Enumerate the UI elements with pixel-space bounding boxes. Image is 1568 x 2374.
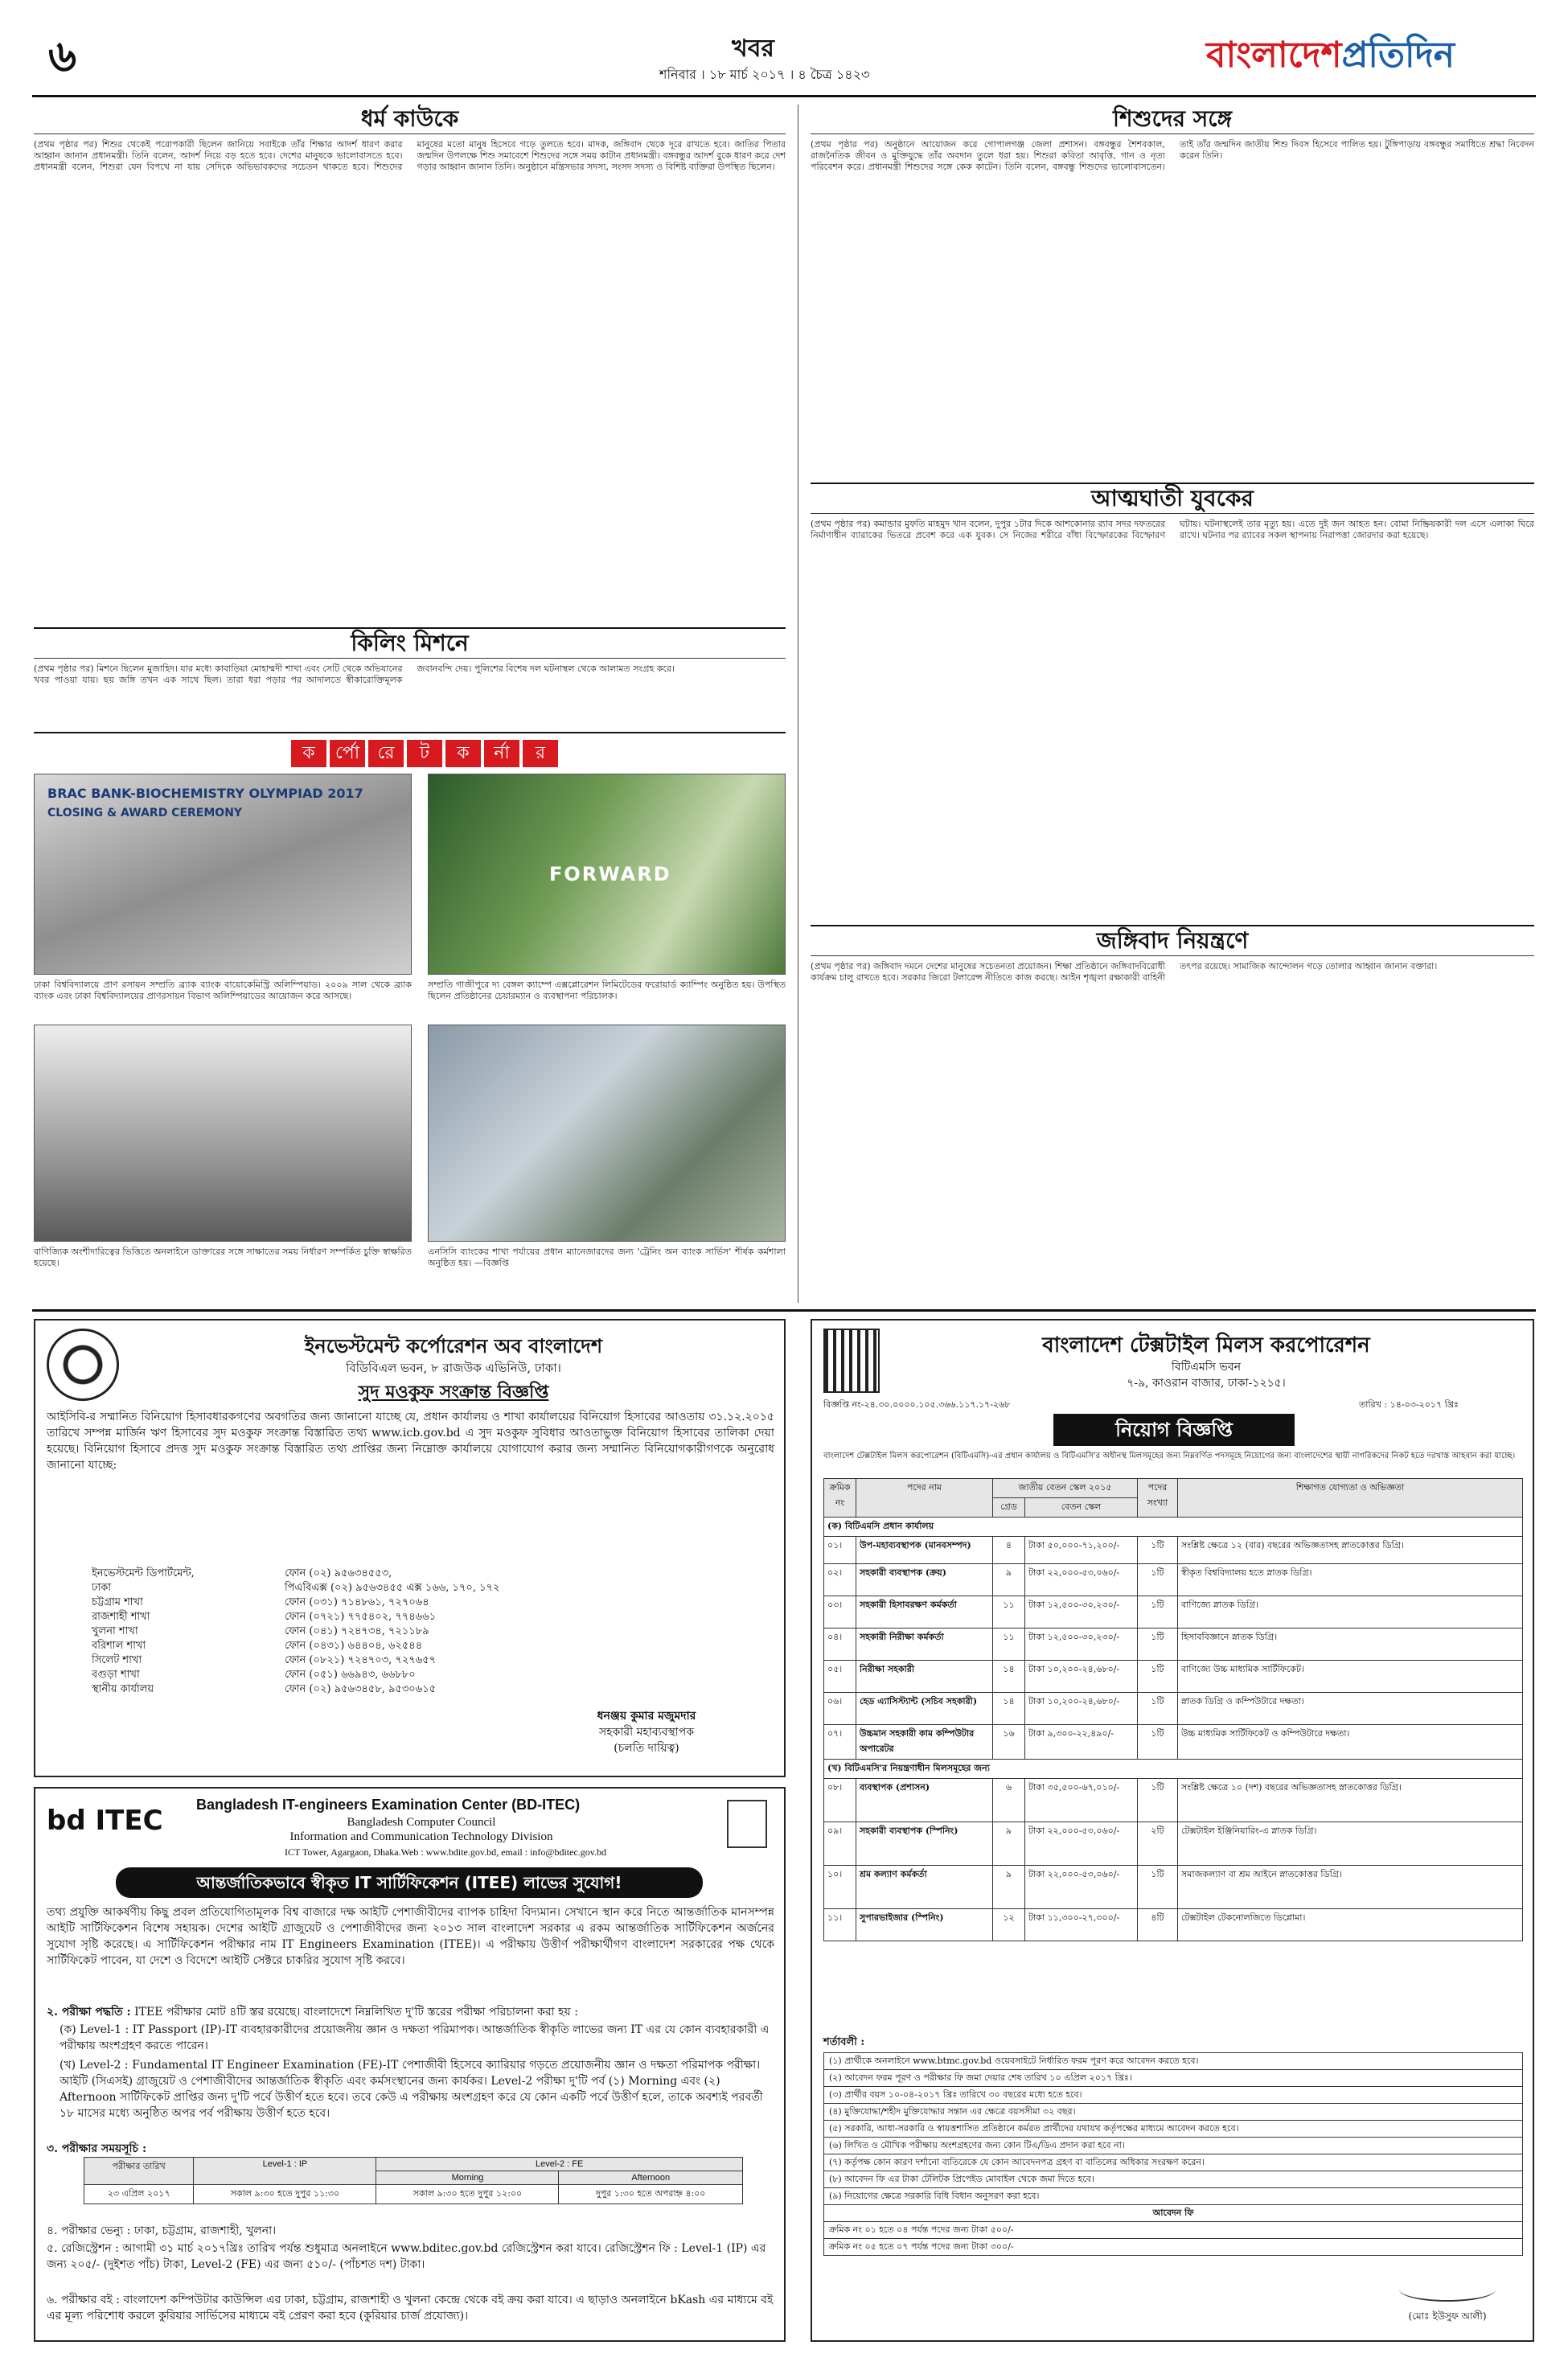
cell-grade: ১৬ — [993, 1725, 1025, 1760]
table-row — [824, 1629, 1523, 1661]
contact-phone: ফোন (০২) ৯৫৬৩৪৫৮, ৯৫৩০৬১৫ — [285, 1683, 437, 1695]
itec-logo: bd ITEC — [47, 1805, 163, 1837]
condition-item: (৩) প্রার্থীর বয়স ১০-০৪-২০১৭ খ্রিঃ তারিখে ৩০ বছরের মধ্যে হতে হবে। — [823, 2087, 1523, 2104]
th-scale-value: বেতন স্কেল — [1025, 1498, 1138, 1518]
itec-item3: ৩. পরীক্ষার সময়সূচি : — [47, 2142, 147, 2155]
caption-olympiad: ঢাকা বিশ্ববিদ্যালয়ে প্রাণ রসায়ন সম্প্রতি ব্র্যাক ব্যাংক বায়োকেমিস্ট্রি অলিম্পিয়াড। ২০০৯ সাল থেকে ব্র্যাক ব্যাংক এবং ঢাকা বিশ্ববিদ্যালয়ের প্রাণরসায়ন বিভাগ অলিম্পিয়াডের আয়োজন করে আসছে। — [34, 980, 412, 1001]
col-afternoon: Afternoon — [559, 2171, 743, 2185]
cell-post: ব্যবস্থাপক (প্রশাসন) — [856, 1779, 993, 1822]
banner-letter: ক — [291, 740, 326, 767]
btmc-date: তারিখ : ১৪-০৩-২০১৭ খ্রিঃ — [1359, 1399, 1459, 1410]
body-jongi: (প্রথম পৃষ্ঠার পর) জঙ্গিবাদ দমনে দেশের মানুষের সচেতনতা প্রয়োজন। শিক্ষা প্রতিষ্ঠানে জঙ্গিবাদবিরোধী কার্যক্রম চালু রাখতে হবে। সরকার জিরো টলারেন্স নীতিতে কাজ করছে। আইন শৃঙ্খলা রক্ষাকারী বাহিনী তৎপর রয়েছে। সামাজিক আন্দোলন গড়ে তোলার আহ্বান জানান বক্তারা। — [811, 961, 1438, 983]
contact-phone: ফোন (০৪৩১) ৬৪৪০৪, ৬২৫৪৪ — [285, 1640, 423, 1652]
section-a: (ক) বিটিএমসি প্রধান কার্যালয় — [824, 1518, 1523, 1537]
cell-no: ০২। — [824, 1564, 856, 1596]
contact-office: রাজশাহী শাখা — [92, 1611, 150, 1623]
cell-no: ০৮। — [824, 1779, 856, 1822]
cell-post: শ্রম কল্যাণ কর্মকর্তা — [856, 1866, 993, 1909]
condition-item: (৬) লিখিত ও মৌখিক পরীক্ষায় অংশগ্রহণের জন্য কোন টিএ/ডিএ প্রদান করা হবে না। — [823, 2138, 1523, 2154]
cell-qual: সংশ্লিষ্ট ক্ষেত্রে ১২ (বার) বছরের অভিজ্ঞতাসহ স্নাতকোত্তর ডিগ্রি। — [1178, 1537, 1523, 1564]
cell-grade: ১১ — [993, 1629, 1025, 1661]
cell-qual: বাণিজ্যে স্নাতক ডিগ্রি। — [1178, 1596, 1523, 1629]
contact-phone: ফোন (০২) ৯৫৬৩৪৫৫৩, — [285, 1567, 392, 1579]
table-row — [824, 1693, 1523, 1725]
contact-office: খুলনা শাখা — [92, 1625, 138, 1637]
contact-office: ইনভেস্টমেন্ট ডিপার্টমেন্ট, — [92, 1567, 195, 1579]
contact-phone: ফোন (০৫১) ৬৬৯৪৩, ৬৬৮৮০ — [285, 1669, 416, 1681]
caption-training: এনসিসি ব্যাংকের শাখা পর্যায়ের প্রধান ম্যানেজারদের জন্য 'ট্রেনিং অন ব্যাংক সার্ভিস' শীর্ষক কর্মশালা অনুষ্ঠিত হয়। —বিজ্ঞপ্তি — [428, 1247, 786, 1268]
condition-item: (২) আবেদন ফরম পূরণ ও পরীক্ষার ফি জমা দেয়ার শেষ তারিখ ১০ এপ্রিল ২০১৭ খ্রিঃ। — [823, 2070, 1523, 2087]
btmc-conditions — [823, 2036, 1523, 2256]
schedule-morning: সকাল ৯:৩০ হতে দুপুর ১২:০০ — [376, 2185, 559, 2204]
cell-no: ০৪। — [824, 1629, 856, 1661]
condition-item: (১) প্রার্থীকে অনলাইনে www.btmc.gov.bd ওয়েবসাইটে নির্ধারিত ফরম পূরণ করে আবেদন করতে হবে। — [823, 2052, 1523, 2070]
article-kiling — [34, 627, 786, 724]
cell-grade: ১৪ — [993, 1693, 1025, 1725]
condition-item: (৯) নিয়োগের ক্ষেত্রে সরকারি বিধি বিধান অনুসরণ করা হবে। — [823, 2188, 1523, 2205]
itec-item6: ৬. পরীক্ষার বই : বাংলাদেশ কম্পিউটার কাউন্সিল এর ঢাকা, চট্টগ্রাম, রাজশাহী ও খুলনা কেন্দ্রে থেকে বই ক্রয় করা যাবে। এ ছাড়াও অনলাইনে bKash এর মাধ্যমে বই এর মূল্য পরিশোধ করলে কুরিয়ার সার্ভিসের মাধ্যমে বই প্রেরণ করা হবে (কুরিয়ার চার্জ প্রযোজ্য)। — [47, 2294, 774, 2323]
contact-office: চট্টগ্রাম শাখা — [92, 1596, 143, 1608]
contact-office: ঢাকা — [92, 1582, 111, 1594]
headline-jongi: জঙ্গিবাদ নিয়ন্ত্রণে — [811, 925, 1534, 956]
condition-item: (৪) মুক্তিযোদ্ধা/শহীদ মুক্তিযোদ্ধার সন্তান এর ক্ষেত্রে বয়সসীমা ৩২ বছর। — [823, 2104, 1523, 2121]
masthead-rule — [32, 95, 1536, 97]
icb-body: আইসিবি-র সম্মানিত বিনিয়োগ হিসাবধারকগণের অবগতির জন্য জানানো যাচ্ছে যে, প্রধান কার্যালয় ও শাখা কার্যালয়ের বিনিয়োগ হিসাবের আওতায় ৩১.১২.২০১৫ তারিখে সম্পন্ন মার্জিন ঋণ হিসাবের সুদ মওকুফ সংক্রান্ত বিস্তারিত তথ্য www.icb.gov.bd এ সুদ মওকুফ সুবিধার আওতাভুক্ত বিনিয়োগ হিসাবের তালিকা দেয়া হয়েছে। বিনিয়োগ হিসাবে প্রদত্ত সুদ মওকুফ সংক্রান্ত বিস্তারিত তথ্য প্রাপ্তির জন্য নিম্নোক্ত কার্যালয়ে যোগাযোগ করার জন্য সম্মানিত বিনিয়োগকারীগণকে অনুরোধ জানানো যাচ্ছে: — [47, 1411, 774, 1472]
cell-grade: ৯ — [993, 1564, 1025, 1596]
itec-address: ICT Tower, Agargaon, Dhaka.Web : www.bdite.gov.bd, email : info@bditec.gov.bd — [284, 1846, 607, 1858]
photo-forward — [428, 774, 786, 975]
itec-icon — [727, 1800, 767, 1848]
cell-qual: টেক্সটাইল ইঞ্জিনিয়ারিং-এ স্নাতক ডিগ্রি। — [1178, 1822, 1523, 1866]
corporate-corner — [34, 732, 786, 1295]
cell-count: ১টি — [1138, 1564, 1178, 1596]
cell-qual: হিসাববিজ্ঞানে স্নাতক ডিগ্রি। — [1178, 1629, 1523, 1661]
cell-grade: ৯ — [993, 1866, 1025, 1909]
btmc-memo: বিজ্ঞপ্তি নং-২৪.৩০.০০০০.১০৫.৩৬৬.১১৭.১৭-২৬৮ — [823, 1399, 1011, 1410]
cell-qual: উচ্চ মাধ্যমিক সার্টিফিকেট ও কম্পিউটারে দক্ষতা। — [1178, 1725, 1523, 1760]
body-shishu: (প্রথম পৃষ্ঠার পর) অনুষ্ঠানে আয়োজন করে গোপালগঞ্জ জেলা প্রশাসন। বঙ্গবন্ধুর শৈশবকাল, রাজনৈতিক জীবন ও মুক্তিযুদ্ধে তাঁর অবদান তুলে ধরা হয়। শিশুরা কবিতা আবৃত্তি, গান ও নৃত্য পরিবেশন করে। প্রধানমন্ত্রী শিশুদের সঙ্গে কেক কাটেন। তিনি বলেন, বঙ্গবন্ধু শিশুদের ভালোবাসতেন। তাই তাঁর জন্মদিন জাতীয় শিশু দিবস হিসেবে পালিত হয়। টুঙ্গিপাড়ায় বঙ্গবন্ধুর সমাধিতে শ্রদ্ধা নিবেদন করেন তিনি। — [811, 139, 1534, 172]
btmc-address: ৭-৯, কাওরান বাজার, ঢাকা-১২১৫। — [1127, 1377, 1286, 1390]
cell-count: ১টি — [1138, 1596, 1178, 1629]
cell-grade: ১১ — [993, 1596, 1025, 1629]
cell-no: ০১। — [824, 1537, 856, 1564]
cell-no: ০৯। — [824, 1822, 856, 1866]
btmc-signature-mark — [1399, 2277, 1496, 2302]
cell-count: ১টি — [1138, 1537, 1178, 1564]
table-row — [824, 1822, 1523, 1866]
condition-item: (৭) কর্তৃপক্ষ কোন কারণ দর্শানো ব্যতিরেকে যে কোন আবেদনপত্র গ্রহণ বা বাতিলের অধিকার সংরক্ষণ করেন। — [823, 2154, 1523, 2171]
signatory-note: (চলতি দায়িত্ব) — [614, 1742, 679, 1755]
th-no: ক্রমিক নং — [824, 1479, 856, 1518]
page-number: ৬ — [48, 31, 77, 81]
cell-no: ০৬। — [824, 1693, 856, 1725]
icb-signature — [518, 1708, 775, 1756]
condition-item: (৫) সরকারি, আধা-সরকারি ও স্বায়ত্তশাসিত প্রতিষ্ঠানে কর্মরত প্রার্থীদের যথাযথ কর্তৃপক্ষের মাধ্যমে আবেদন করতে হবে। — [823, 2121, 1523, 2138]
photo-training — [428, 1025, 786, 1242]
paper-name-part2: প্রতিদিন — [1341, 35, 1455, 76]
conditions-title: শর্তাবলী : — [823, 2036, 865, 2048]
btmc-ad — [811, 1319, 1534, 2342]
cell-count: ১টি — [1138, 1661, 1178, 1693]
itec-item5: ৫. রেজিস্ট্রেশন : আগামী ৩১ মার্চ ২০১৭খ্রিঃ তারিখ পর্যন্ত শুধুমাত্র অনলাইনে www.bditec.gov.bd রেজিস্ট্রেশন করা যাবে। রেজিস্ট্রেশন ফি : Level-1 (IP) এর জন্য ২০৫/- (দুইশত পাঁচ) টাকা, Level-2 (FE) এর জন্য ৫১০/- (পাঁচশত দশ) টাকা। — [47, 2242, 766, 2271]
table-row — [824, 1725, 1523, 1760]
contact-phone: পিএবিএক্স (০২) ৯৫৬৩৪৫৫ এক্স ১৬৬, ১৭০, ১৭২ — [285, 1582, 500, 1594]
cell-post: সহকারী হিসাবরক্ষণ কর্মকর্তা — [856, 1596, 993, 1629]
btmc-logo — [823, 1329, 880, 1393]
cell-scale: টাকা ১০,২০০-২৪,৬৮০/- — [1025, 1693, 1138, 1725]
photo-olympiad-sub: CLOSING & AWARD CEREMONY — [47, 807, 243, 819]
table-row — [824, 1779, 1523, 1822]
btmc-table — [823, 1478, 1523, 1941]
col-level1: Level-1 : IP — [194, 2158, 376, 2185]
banner-letter: ট — [407, 740, 442, 767]
contact-phone: ফোন (০৩১) ৭১৪৮৬১, ৭২৭০৬৪ — [285, 1596, 429, 1608]
cell-post: সহকারী নিরীক্ষা কর্মকর্তা — [856, 1629, 993, 1661]
cell-count: ১টি — [1138, 1693, 1178, 1725]
table-row — [824, 1537, 1523, 1564]
schedule-date: ২৩ এপ্রিল ২০১৭ — [84, 2185, 194, 2204]
banner-letter: র্পো — [330, 740, 365, 767]
headline-shishu: শিশুদের সঙ্গে — [811, 105, 1534, 134]
itec-schedule-table — [84, 2157, 743, 2204]
headline-kiling: কিলিং মিশনে — [34, 627, 786, 659]
btmc-title: বাংলাদেশ টেক্সটাইল মিলস করপোরেশন — [1042, 1333, 1370, 1357]
cell-qual: টেক্সটাইল টেকনোলজিতে ডিপ্লোমা। — [1178, 1909, 1523, 1941]
itec-level2: (খ) Level-2 : Fundamental IT Engineer Examination (FE)-IT পেশাজীবী হিসেবে ক্যারিয়ার গড়তে প্রয়োজনীয় জ্ঞান ও দক্ষতা পরিমাপক পরীক্ষা। আইটি (সিএসই) গ্রাজুয়েট ও পেশাজীবীদের আন্তর্জাতিক স্বীকৃতি এবং কর্মসংস্থানের জন্য কার্যকর। Level-2 পরীক্ষা দু'টি পর্ব (১) Morning এবং (২) Afternoon সার্টিফিকেট প্রাপ্তির জন্য দু'টি পর্বে উত্তীর্ণ হতে হবে। তবে কেউ এ পরীক্ষায় অংশগ্রহণ করে যে কোন একটি পর্বে উত্তীর্ণ হলে, তাকে অবশ্যই পরবর্তী ১৮ মাসের মধ্যে অনুষ্ঠিত অপর পর্ব পরীক্ষায় উত্তীর্ণ হতে হবে। — [60, 2059, 763, 2120]
table-row — [824, 1564, 1523, 1596]
table-row — [824, 1596, 1523, 1629]
fee-header: আবেদন ফি — [823, 2205, 1523, 2222]
banner-letter: রে — [368, 740, 404, 767]
photo-signing — [34, 1025, 412, 1242]
body-dharma: (প্রথম পৃষ্ঠার পর) শিশুর থেকেই পরোপকারী ছিলেন জানিয়ে সবাইকে তাঁর শিক্ষার আদর্শ ধারণ করার আহ্বান জানান প্রধানমন্ত্রী। তিনি বলেন, আদর্শ নিয়ে বড় হতে হবে। দেশের মানুষকে ভালোবাসতে হবে। প্রধানমন্ত্রী বলেন, শিশুরা যেন বিপথে না যায় সেদিকে অভিভাবকদের সচেতন থাকতে হবে। শিশুদের মানুষের মতো মানুষ হিসেবে গড়ে তুলতে হবে। মাদক, জঙ্গিবাদ থেকে দূরে রাখতে হবে। জাতির পিতার জন্মদিন উপলক্ষে শিশু সমাবেশে শিশুদের সঙ্গে সময় কাটান প্রধানমন্ত্রী। বঙ্গবন্ধুর আদর্শ বুকে ধারণ করে দেশ গড়ার আহ্বান জানান তিনি। অনুষ্ঠানে মন্ত্রিসভার সদস্য, সংসদ সদস্য ও বিশিষ্ট ব্যক্তিরা উপস্থিত ছিলেন। — [34, 139, 786, 172]
article-jongi — [811, 925, 1534, 1303]
th-post: পদের নাম — [856, 1479, 993, 1518]
contact-phone: ফোন (০৪১) ৭২৪৭৩৪, ৭২১১৮৯ — [285, 1625, 429, 1637]
col-morning: Morning — [376, 2171, 559, 2185]
col-date: পরীক্ষার তারিখ — [84, 2158, 194, 2185]
cell-scale: টাকা ২২,০০০-৫৩,০৬০/- — [1025, 1866, 1138, 1909]
itec-item2 — [47, 2004, 774, 2020]
contact-office: সিলেট শাখা — [92, 1654, 142, 1666]
icb-contacts — [92, 1567, 671, 1697]
cell-qual: সংশ্লিষ্ট ক্ষেত্রে ১০ (দশ) বছরের অভিজ্ঞতাসহ স্নাতকোত্তর ডিগ্রি। — [1178, 1779, 1523, 1822]
contact-row — [92, 1610, 671, 1624]
paper-name-part1: বাংলাদেশ — [1206, 35, 1342, 76]
table-row — [824, 1866, 1523, 1909]
cell-scale: টাকা ২২,০০০-৫৩,০৬০/- — [1025, 1822, 1138, 1866]
item2-text: ITEE পরীক্ষার মোট ৪টি স্তর রয়েছে। বাংলাদেশে নিম্নলিখিত দু'টি স্তরের পরীক্ষা পরিচালনা করা হয় : — [134, 2006, 578, 2019]
signatory-name: ধনঞ্জয় কুমার মজুমদার — [597, 1710, 696, 1723]
contact-row — [92, 1639, 671, 1653]
icb-logo — [47, 1329, 119, 1401]
ads-rule — [32, 1309, 1536, 1312]
headline-dharma: ধর্ম কাউকে — [34, 105, 786, 134]
banner-letter: র্না — [484, 740, 519, 767]
contact-row — [92, 1668, 671, 1682]
btmc-intro: বাংলাদেশ টেক্সটাইল মিলস করপোরেশন (বিটিএমসি)-এর প্রধান কার্যালয় ও বিটিএমসি'র অধীনস্থ মিলসমূহের জন্য নিম্নবর্ণিত পদসমূহে নিয়োগের জন্য বাংলাদেশের স্থায়ী নাগরিকদের নিকট হতে দরখাস্ত আহবান করা যাচ্ছে। — [823, 1452, 1516, 1460]
signatory-title: সহকারী মহাব্যবস্থাপক — [598, 1726, 695, 1739]
cell-scale: টাকা ২২,০০০-৫৩,০৬০/- — [1025, 1564, 1138, 1596]
icb-address: বিডিবিএল ভবন, ৮ রাজউক এভিনিউ, ঢাকা। — [346, 1361, 561, 1375]
table-row — [824, 1909, 1523, 1941]
cell-post: সহকারী ব্যবস্থাপক (ক্রয়) — [856, 1564, 993, 1596]
cell-count: ১টি — [1138, 1779, 1178, 1822]
itec-sub2: Information and Communication Technology Division — [289, 1830, 553, 1843]
itec-level1: (ক) Level-1 : IT Passport (IP)-IT ব্যবহারকারীদের প্রয়োজনীয় জ্ঞান ও দক্ষতা পরিমাপক। আন্তর্জাতিক স্বীকৃতি লাভের জন্য IT এর যে কোন ব্যবহারকারী এ পরীক্ষায় অংশগ্রহণ করতে পারেন। — [60, 2023, 770, 2052]
cell-grade: ১২ — [993, 1909, 1025, 1941]
itec-title: Bangladesh IT-engineers Examination Center (BD-ITEC) — [196, 1797, 581, 1813]
article-dharma — [34, 105, 786, 619]
cell-no: ০৩। — [824, 1596, 856, 1629]
cell-scale: টাকা ৯,৩০০-২২,৪৯০/- — [1025, 1725, 1138, 1760]
itec-item4: ৪. পরীক্ষার ভেন্যু : ঢাকা, চট্টগ্রাম, রাজশাহী, খুলনা। — [47, 2224, 277, 2237]
icb-title: ইনভেস্টমেন্ট কর্পোরেশন অব বাংলাদেশ — [304, 1335, 603, 1357]
cell-post: নিরীক্ষা সহকারী — [856, 1661, 993, 1693]
contact-row — [92, 1653, 671, 1668]
contact-phone: ফোন (০৮২১) ৭২৪৭০৩, ৭২৭৬৫৭ — [285, 1654, 437, 1666]
article-atmaghati — [811, 483, 1534, 917]
cell-no: ১১। — [824, 1909, 856, 1941]
contact-office: বগুড়া শাখা — [92, 1669, 140, 1681]
contact-row — [92, 1624, 671, 1639]
banner-letter: ক — [445, 740, 481, 767]
contact-office: স্থানীয় কার্যালয় — [92, 1683, 154, 1695]
cell-grade: ৪ — [993, 1537, 1025, 1564]
cell-grade: ৯ — [993, 1822, 1025, 1866]
section-b: (খ) বিটিএমসি'র নিয়ন্ত্রণাধীন মিলসমূহের জন্য — [824, 1760, 1523, 1779]
itec-ad — [34, 1787, 786, 2342]
body-atmaghati: (প্রথম পৃষ্ঠার পর) কমান্ডার মুফতি মাহমুদ খান বলেন, দুপুর ১টার দিকে আশকোনার র‌্যাব সদর দফতরের নির্মাণাধীন ব্যারাকের ভিতরে প্রবেশ করে এক যুবক। সে নিজের শরীরে বাঁধা বিস্ফোরকের বিস্ফোরণ ঘটায়। ঘটনাস্থলেই তার মৃত্যু হয়। এতে দুই জন আহত হন। বোমা নিষ্ক্রিয়কারী দল এসে এলাকা ঘিরে রাখে। ঘটনার পর র‌্যাবের সকল স্থাপনায় নিরাপত্তা জোরদার করা হয়েছে। — [811, 519, 1534, 540]
itec-sub1: Bangladesh Computer Council — [347, 1816, 496, 1829]
contact-row — [92, 1581, 671, 1596]
cell-count: ১টি — [1138, 1725, 1178, 1760]
cell-count: ২টি — [1138, 1822, 1178, 1866]
cell-grade: ৬ — [993, 1779, 1025, 1822]
contact-office: বরিশাল শাখা — [92, 1640, 146, 1652]
cell-qual: বাণিজ্যে উচ্চ মাধ্যমিক সার্টিফিকেট। — [1178, 1661, 1523, 1693]
th-grade: গ্রেড — [993, 1498, 1025, 1518]
cell-post: উচ্চমান সহকারী কাম কম্পিউটার অপারেটর — [856, 1725, 993, 1760]
cell-qual: সমাজকল্যাণ বা শ্রম আইনে স্নাতকোত্তর ডিগ্রি। — [1178, 1866, 1523, 1909]
cell-count: ৪টি — [1138, 1909, 1178, 1941]
cell-post: সুপারভাইজার (স্পিনিং) — [856, 1909, 993, 1941]
cell-scale: টাকা ১০,২০০-২৪,৬৮০/- — [1025, 1661, 1138, 1693]
cell-no: ০৭। — [824, 1725, 856, 1760]
cell-post: হেড এ্যাসিস্ট্যান্ট (সচিব সহকারী) — [856, 1693, 993, 1725]
cell-scale: টাকা ১১,৩০০-২৭,৩০০/- — [1025, 1909, 1138, 1941]
banner-letter: র — [523, 740, 558, 767]
cell-grade: ১৪ — [993, 1661, 1025, 1693]
cell-no: ১০। — [824, 1866, 856, 1909]
caption-forward: সম্প্রতি গাজীপুরে দ্য বেঙ্গল ক্যাম্পে এক্সপ্লোরেশন লিমিটেডের ফরোয়ার্ড ক্যাম্পিং অনুষ্ঠিত হয়। উপস্থিত ছিলেন প্রতিষ্ঠানের চেয়ারম্যান ও ব্যবস্থাপনা পরিচালক। — [428, 980, 786, 1001]
schedule-l1: সকাল ৯:৩০ হতে দুপুর ১১:৩০ — [194, 2185, 376, 2204]
th-scale: জাতীয় বেতন স্কেল ২০১৫ — [993, 1479, 1138, 1498]
th-count: পদের সংখ্যা — [1138, 1479, 1178, 1518]
schedule-afternoon: দুপুর ১:৩০ হতে অপরাহ্ন ৪:০০ — [559, 2185, 743, 2204]
cell-scale: টাকা ৫০,০০০-৭১,২০০/- — [1025, 1537, 1138, 1564]
btmc-sub: বিটিএমসি ভবন — [1171, 1361, 1242, 1374]
cell-no: ০৫। — [824, 1661, 856, 1693]
fee-row: ক্রমিক নং ০১ হতে ০৪ পর্যন্ত পদের জন্য টাকা ৫০০/- — [823, 2222, 1523, 2239]
icb-ad — [34, 1319, 786, 1777]
col-level2: Level-2 : FE — [376, 2158, 743, 2171]
cell-qual: স্বীকৃত বিশ্ববিদ্যালয় হতে স্নাতক ডিগ্রি। — [1178, 1564, 1523, 1596]
cell-count: ১টি — [1138, 1866, 1178, 1909]
fee-row: ক্রমিক নং ০৫ হতে ০৭ পর্যন্ত পদের জন্য টাকা ৩০০/- — [823, 2239, 1523, 2256]
cell-post: সহকারী ব্যবস্থাপক (স্পিনিং) — [856, 1822, 993, 1866]
contact-phone: ফোন (০৭২১) ৭৭৫৪০২, ৭৭৪৬৬১ — [285, 1611, 437, 1623]
cell-scale: টাকা ১২,৫০০-৩০,২৩০/- — [1025, 1629, 1138, 1661]
photo-olympiad — [34, 774, 412, 975]
th-qual: শিক্ষাগত যোগ্যতা ও অভিজ্ঞতা — [1178, 1479, 1523, 1518]
itec-banner: আন্তর্জাতিকভাবে স্বীকৃত IT সার্টিফিকেশন (ITEE) লাভের সুযোগ! — [116, 1867, 703, 1898]
masthead — [32, 24, 1536, 88]
photo-forward-text: FORWARD — [549, 863, 671, 885]
paper-logo — [1206, 35, 1455, 76]
contact-row — [92, 1682, 671, 1697]
cell-qual: স্নাতক ডিগ্রি ও কম্পিউটারে দক্ষতা। — [1178, 1693, 1523, 1725]
btmc-banner: নিয়োগ বিজ্ঞপ্তি — [1053, 1414, 1295, 1446]
date-line: শনিবার । ১৮ মার্চ ২০১৭ । ৪ চৈত্র ১৪২৩ — [659, 67, 870, 82]
article-shishu — [811, 105, 1534, 474]
contact-row — [92, 1596, 671, 1610]
cell-count: ১টি — [1138, 1629, 1178, 1661]
icb-notice-title: সুদ মওকুফ সংক্রান্ত বিজ্ঞপ্তি — [358, 1382, 549, 1403]
contact-row — [92, 1567, 671, 1581]
cell-scale: টাকা ৩৫,৫০০-৬৭,০১০/- — [1025, 1779, 1138, 1822]
caption-signing: বাণিজ্যিক অংশীদারিত্বের ভিত্তিতে অনলাইনে ডাক্তারের সঙ্গে সাক্ষাতের সময় নির্ধারণ সম্পর্কিত চুক্তি স্বাক্ষরিত হয়েছে। — [34, 1247, 412, 1268]
cell-scale: টাকা ১২,৫০০-৩০,২৩০/- — [1025, 1596, 1138, 1629]
photo-olympiad-title: BRAC BANK-BIOCHEMISTRY OLYMPIAD 2017 — [47, 786, 363, 801]
section-title: খবর — [732, 35, 774, 63]
item2-label: ২. পরীক্ষা পদ্ধতি : — [47, 2006, 131, 2019]
cell-post: উপ-মহাব্যবস্থাপক (মানবসম্পদ) — [856, 1537, 993, 1564]
btmc-signatory: (মোঃ ইউসুফ আলী) — [1408, 2310, 1487, 2322]
body-kiling: (প্রথম পৃষ্ঠার পর) মিশনে ছিলেন মুজাহিদ। যার মধ্যে কাবাড়িয়া মোহাম্মদী শাখা এবং সেটি থেকে অভিযানের খবর পাওয়া যায়। ছয় জঙ্গি তখন এক সাথে ছিল। তারা ধরা পড়ার পর আদালতে স্বীকারোক্তিমূলক জবানবন্দি দেয়। পুলিশের বিশেষ দল ঘটনাস্থল থেকে আলামত সংগ্রহ করে। — [34, 663, 675, 685]
headline-atmaghati: আত্মঘাতী যুবকের — [811, 483, 1534, 514]
itec-intro: তথ্য প্রযুক্তি আকর্ষণীয় কিছু প্রবল প্রতিযোগিতামূলক বিশ্ব বাজারে দক্ষ আইটি পেশাজীবীদের ব্যাপক চাহিদা বিদ্যমান। সেখানে স্থান করে নিতে আন্তর্জাতিক মানসম্পন্ন আইটি সার্টিফিকেশন বিশেষ সহায়ক। দেশের আইটি গ্রাজুয়েট ও পেশাজীবীদের জন্য ২০১৩ সাল বাংলাদেশ সরকার এ রকম আন্তর্জাতিক সার্টিফিকেশন অর্জনের সুযোগ সৃষ্টি করেছে। এ সার্টিফিকেশন পরীক্ষার নাম IT Engineers Examination (ITEE)। এ পরীক্ষায় উত্তীর্ণ পরীক্ষার্থীগণ বাংলাদেশ সরকারের পক্ষ থেকে সার্টিফিকেট পাবেন, যা দেশে ও বিদেশে আইটি সেক্টরে চাকরির সুযোগ সৃষ্টি করবে। — [47, 1906, 774, 1967]
table-row — [824, 1661, 1523, 1693]
corporate-banner — [291, 740, 558, 767]
condition-item: (৮) আবেদন ফি এর টাকা টেলিটক প্রিপেইড মোবাইল থেকে জমা দিতে হবে। — [823, 2171, 1523, 2188]
